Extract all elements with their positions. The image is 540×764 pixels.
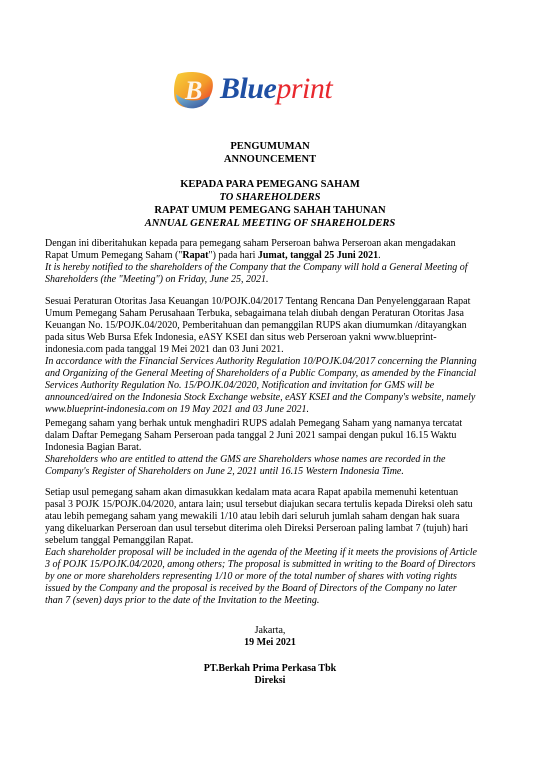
logo-blue-text: Blue bbox=[220, 72, 277, 105]
heading-agm: ANNUAL GENERAL MEETING OF SHAREHOLDERS bbox=[144, 218, 396, 229]
p1-text-e: . bbox=[378, 250, 381, 261]
p2-en-line5: www.blueprint-indonesia.com on 19 May 2021 and 03 June 2021. bbox=[45, 404, 309, 415]
p4-en-line5: than 7 (seven) days prior to the date of the Invitation to the Meeting. bbox=[45, 595, 320, 606]
heading-announcement: ANNOUNCEMENT bbox=[223, 154, 317, 165]
p4-en-line1: Each shareholder proposal will be included in the agenda of the Meeting if it meets the provisions of Article bbox=[45, 547, 477, 558]
p3-en-line2: Company's Register of Shareholders on June 2, 2021 until 16.15 Western Indonesia Time. bbox=[45, 466, 404, 477]
p4-id-line4: yang dikeluarkan Perseroan dan usul tersebut diterima oleh Direksi Perseroan paling lambat 7 (tujuh) hari bbox=[45, 523, 469, 534]
heading-pengumuman: PENGUMUMAN bbox=[230, 141, 310, 152]
heading-rapat: RAPAT UMUM PEMEGANG SAHAH TAHUNAN bbox=[154, 205, 386, 216]
p4-id-line2: pasal 3 POJK 15/POJK.04/2020, antara lain; usul tersebut diajukan secara tertulis kepada Direksi oleh satu bbox=[45, 499, 473, 510]
p2-en-line3: Services Authority Regulation No. 15/POJK.04/2020, Notification and invitation for GMS will be bbox=[45, 380, 435, 391]
p2-id-line1: Sesuai Peraturan Otoritas Jasa Keuangan 10/POJK.04/2017 Tentang Rencana Dan Penyelenggaraan Rapat bbox=[45, 296, 471, 307]
closing-place: Jakarta, bbox=[254, 625, 286, 636]
p1-text-c: ") pada hari bbox=[208, 250, 258, 261]
blueprint-b-badge-icon bbox=[172, 70, 216, 110]
p1-en-line2: Shareholders (the "Meeting") on Friday, June 25, 2021. bbox=[45, 274, 269, 285]
company-logo bbox=[172, 66, 368, 116]
p4-id-line3: atau lebih pemegang saham yang mewakili 1/10 atau lebih dari seluruh jumlah saham dengan hak suara bbox=[45, 511, 460, 522]
p2-en-line1: In accordance with the Financial Services Authority Regulation 10/POJK.04/2017 concerning the Planning bbox=[45, 356, 477, 367]
p3-id-line2: dalam Daftar Pemegang Saham Perseroan pada tanggal 2 Juni 2021 sampai dengan pukul 16.15 Waktu bbox=[45, 430, 457, 441]
p4-en-line2: 3 of POJK 15/POJK.04/2020, among others; The proposal is submitted in writing to the Board of Directors bbox=[45, 559, 476, 570]
paragraph-entitled-shareholders bbox=[45, 418, 497, 478]
closing-spacer bbox=[40, 649, 500, 663]
closing-date: 19 Mei 2021 bbox=[244, 637, 296, 648]
p2-en-line4: announced/aired on the Indonesia Stock Exchange website, eASY KSEI and the Company's website, namely bbox=[45, 392, 476, 403]
p3-id-line3: Indonesia Bagian Barat. bbox=[45, 442, 142, 453]
paragraph-meeting-notice bbox=[45, 238, 497, 286]
svg-text:B: B bbox=[185, 76, 203, 105]
closing-block bbox=[40, 625, 500, 687]
p4-id-line1: Setiap usul pemegang saham akan dimasukkan kedalam mata acara Rapat apabila memenuhi ketentuan bbox=[45, 487, 459, 498]
p1-rapat-bold: Rapat bbox=[182, 250, 209, 261]
p4-en-line3: by one or more shareholders representing 1/10 or more of the total number of shares with voting rights bbox=[45, 571, 457, 582]
p4-id-line5: sebelum tanggal Pemanggilan Rapat. bbox=[45, 535, 194, 546]
heading-spacer bbox=[40, 166, 500, 178]
paragraph-shareholder-proposal bbox=[45, 487, 497, 607]
p2-id-line3: Keuangan No. 15/POJK.04/2020, Pemberitahuan dan pemanggilan RUPS akan diumumkan /ditayangkan bbox=[45, 320, 467, 331]
p1-date-bold: Jumat, tanggal 25 Juni 2021 bbox=[257, 250, 379, 261]
p1-id-line2 bbox=[45, 250, 497, 262]
p2-id-line2: Umum Pemegang Saham Perusahaan Terbuka, sebagaimana telah diubah dengan Peraturan Otoritas Jasa bbox=[45, 308, 464, 319]
p1-en-line1: It is hereby notified to the shareholders of the Company that the Company will hold a General Meeting of bbox=[45, 262, 468, 273]
p2-en-line2: and Organizing of the General Meeting of Shareholders of a Public Company, as amended by the Financial bbox=[45, 368, 477, 379]
paragraph-regulation bbox=[45, 296, 497, 416]
logo-print-text: print bbox=[276, 72, 333, 105]
closing-date-line bbox=[40, 625, 500, 649]
p1-id-line1: Dengan ini diberitahukan kepada para pemegang saham Perseroan bahwa Perseroan akan mengadakan bbox=[45, 238, 456, 249]
logo-wordmark bbox=[220, 70, 332, 108]
announcement-headings bbox=[40, 140, 500, 230]
p2-id-line5: indonesia.com pada tanggal 19 Mei 2021 dan 03 Juni 2021. bbox=[45, 344, 284, 355]
p2-id-line4: pada situs Web Bursa Efek Indonesia, eASY KSEI dan situs web Perseroan yakni www.blueprint- bbox=[45, 332, 437, 343]
p1-text-a: Rapat Umum Pemegang Saham (" bbox=[45, 250, 183, 261]
p4-en-line4: issued by the Company and the proposal is received by the Board of Directors of the Company no later bbox=[45, 583, 457, 594]
p3-en-line1: Shareholders who are entitled to attend the GMS are Shareholders whose names are recorded in the bbox=[45, 454, 446, 465]
heading-to-shareholders: TO SHAREHOLDERS bbox=[219, 192, 321, 203]
p3-id-line1: Pemegang saham yang berhak untuk menghadiri RUPS adalah Pemegang Saham yang namanya tercatat bbox=[45, 418, 463, 429]
closing-company: PT.Berkah Prima Perkasa Tbk bbox=[203, 663, 337, 674]
closing-role: Direksi bbox=[254, 675, 286, 686]
heading-kepada: KEPADA PARA PEMEGANG SAHAM bbox=[180, 179, 360, 190]
